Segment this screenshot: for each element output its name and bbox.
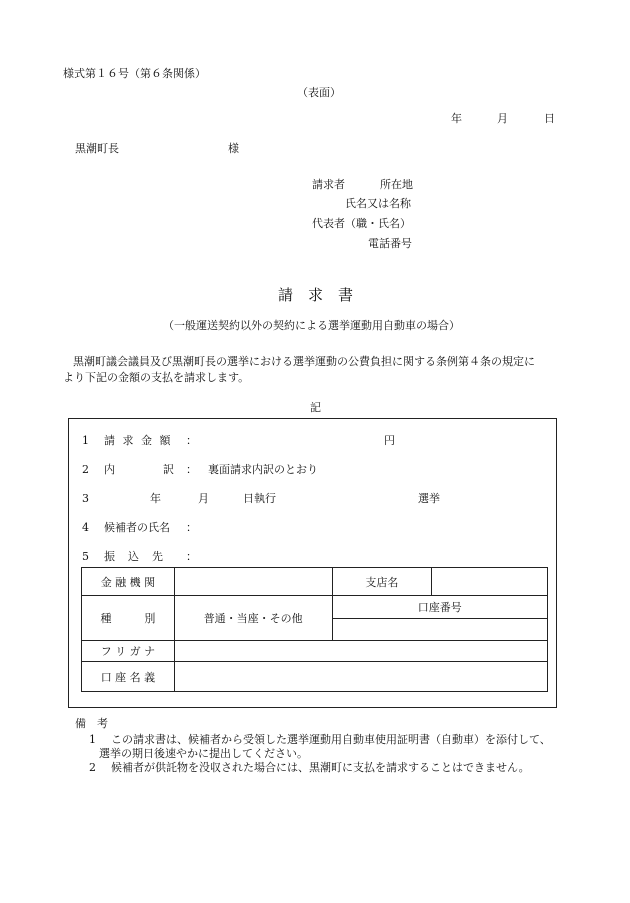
note-1-number: 1 bbox=[89, 733, 96, 746]
item-4-colon: ： bbox=[186, 521, 197, 534]
requester-name-label: 氏名又は名称 bbox=[345, 197, 411, 210]
account-type-label: 種 別 bbox=[82, 596, 175, 641]
item-2-label-b: 訳 bbox=[163, 463, 174, 476]
date-year-label: 年 bbox=[451, 112, 462, 125]
form-number: 様式第１６号（第６条関係） bbox=[63, 67, 206, 80]
document-title: 請 求 書 bbox=[278, 286, 354, 304]
branch-field[interactable] bbox=[432, 568, 548, 596]
item-3-election: 選挙 bbox=[418, 492, 440, 505]
note-1-line-2: 選挙の期日後速やかに提出してください。 bbox=[99, 747, 308, 760]
account-number-label: 口座番号 bbox=[332, 596, 547, 619]
account-number-field[interactable] bbox=[332, 619, 547, 641]
item-1-label: 請 求 金 額 bbox=[104, 434, 173, 447]
account-type-options[interactable]: 普通・当座・その他 bbox=[174, 596, 332, 641]
account-name-label: 口 座 名 義 bbox=[82, 662, 175, 692]
item-2-value: 裏面請求内訳のとおり bbox=[208, 463, 318, 476]
date-day-label: 日 bbox=[544, 112, 555, 125]
body-line-2: より下記の金額の支払を請求します。 bbox=[63, 371, 250, 384]
furigana-field[interactable] bbox=[174, 641, 547, 662]
item-3-year: 年 bbox=[150, 492, 161, 505]
note-2-text: 候補者が供託物を没収された場合には、黒潮町に支払を請求することはできません。 bbox=[111, 761, 530, 774]
phone-label: 電話番号 bbox=[368, 237, 412, 250]
item-4-number: 4 bbox=[82, 521, 89, 534]
note-2-number: 2 bbox=[89, 761, 96, 774]
body-line-1: 黒潮町議会議員及び黒潮町長の選挙における選挙運動の公費負担に関する条例第４条の規定に bbox=[73, 355, 535, 368]
item-2-colon: ： bbox=[186, 463, 197, 476]
item-4-label: 候補者の氏名 bbox=[104, 521, 170, 534]
addressee: 黒潮町長 bbox=[75, 142, 119, 155]
item-1-colon: ： bbox=[186, 434, 197, 447]
notes-heading: 備 考 bbox=[75, 717, 108, 730]
note-1-line-1: この請求書は、候補者から受領した選挙運動用自動車使用証明書（自動車）を添付して、 bbox=[111, 733, 551, 746]
item-3-number: 3 bbox=[82, 492, 89, 505]
branch-label: 支店名 bbox=[332, 568, 432, 596]
item-1-unit: 円 bbox=[384, 434, 395, 447]
item-2-label-a: 内 bbox=[104, 463, 115, 476]
item-3-month: 月 bbox=[198, 492, 209, 505]
ki-label: 記 bbox=[310, 401, 321, 414]
item-5-colon: ： bbox=[186, 550, 197, 563]
furigana-label: フ リ ガ ナ bbox=[82, 641, 175, 662]
item-5-label: 振 込 先 bbox=[104, 550, 164, 563]
bank-table bbox=[81, 567, 548, 692]
date-month-label: 月 bbox=[497, 112, 508, 125]
item-3-day: 日執行 bbox=[243, 492, 276, 505]
side-label: （表面） bbox=[297, 86, 341, 99]
requester-label: 請求者 bbox=[312, 178, 345, 191]
honorific: 様 bbox=[228, 142, 239, 155]
requester-address-label: 所在地 bbox=[380, 178, 413, 191]
item-2-number: 2 bbox=[82, 463, 89, 476]
bank-institution-field[interactable] bbox=[174, 568, 332, 596]
account-name-field[interactable] bbox=[174, 662, 547, 692]
document-subtitle: （一般運送契約以外の契約による選挙運動用自動車の場合） bbox=[163, 319, 460, 332]
bank-institution-label: 金 融 機 関 bbox=[82, 568, 175, 596]
item-5-number: 5 bbox=[82, 550, 89, 563]
item-1-number: 1 bbox=[82, 434, 89, 447]
representative-label: 代表者（職・氏名） bbox=[312, 217, 411, 230]
